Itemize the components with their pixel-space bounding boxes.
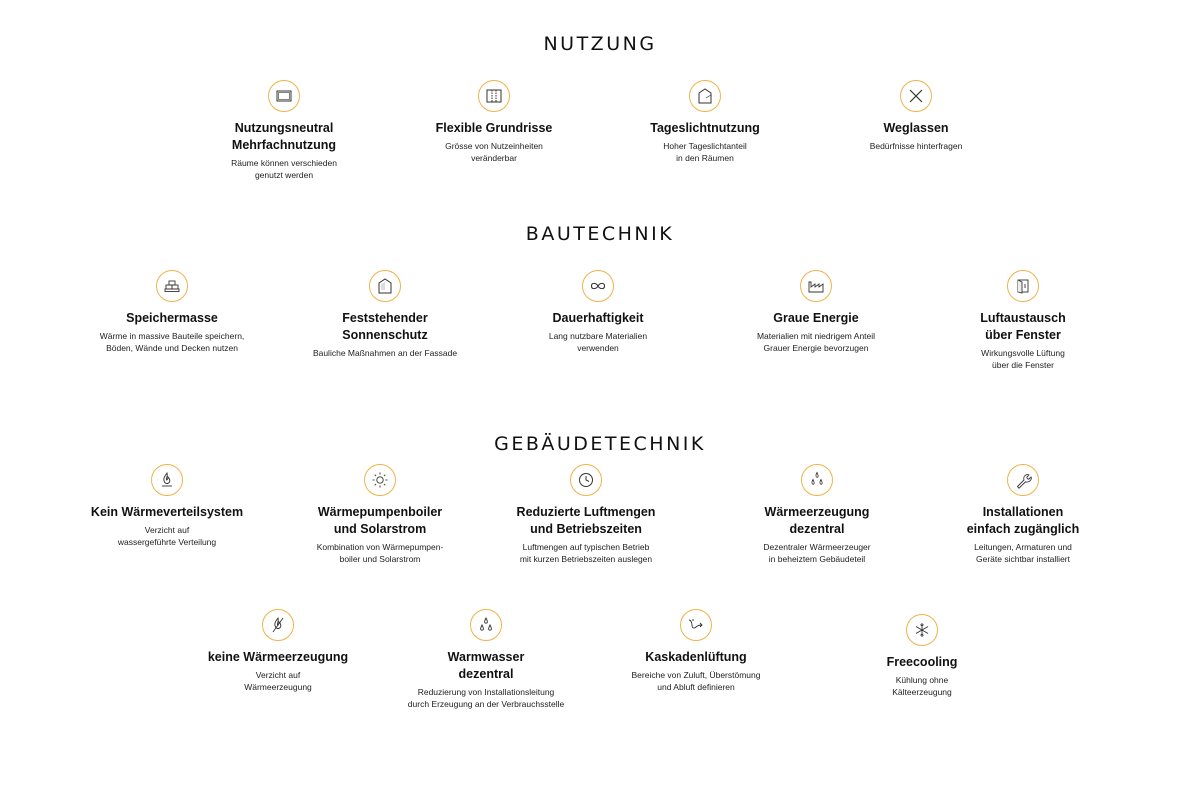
no-flame-icon <box>262 609 294 641</box>
item-title: Graue Energie <box>773 311 859 325</box>
item-kein-waermeverteilsystem <box>77 464 257 548</box>
item-description: Kühlung ohne Kälteerzeugung <box>892 675 952 697</box>
item-description: Grösse von Nutzeinheiten veränderbar <box>445 141 543 163</box>
item-description: Hoher Tageslichtanteil in den Räumen <box>663 141 747 163</box>
item-title: Feststehender Sonnenschutz <box>342 311 428 342</box>
room-icon <box>268 80 300 112</box>
floorplan-icon <box>478 80 510 112</box>
item-tageslichtnutzung <box>615 80 795 164</box>
item-freecooling <box>832 614 1012 698</box>
item-title: Kein Wärmeverteilsystem <box>90 505 244 519</box>
item-title: Wärmeerzeugung dezentral <box>764 505 870 536</box>
item-description: Reduzierung von Installationsleitung durch Erzeugung an der Verbrauchsstelle <box>407 687 565 709</box>
item-title: keine Wärmeerzeugung <box>207 650 349 664</box>
clock-icon <box>570 464 602 496</box>
house-light-icon <box>689 80 721 112</box>
item-description: Wirkungsvolle Lüftung über die Fenster <box>981 348 1065 370</box>
item-graue-energie <box>726 270 906 354</box>
bricks-icon <box>156 270 188 302</box>
item-title: Speichermasse <box>126 311 218 325</box>
item-description: Verzicht auf Wärmeerzeugung <box>244 670 312 692</box>
item-description: Leitungen, Armaturen und Geräte sichtbar installiert <box>974 542 1072 564</box>
item-description: Bereiche von Zuluft, Überstömung und Abluft definieren <box>631 670 761 692</box>
section-heading-gebaeudetechnik: GEBÄUDETECHNIK <box>494 433 706 455</box>
item-waermeerzeugung-dezentral <box>727 464 907 565</box>
item-description: Materialien mit niedrigem Anteil Grauer Energie bevorzugen <box>756 331 876 353</box>
section-heading-bautechnik: BAUTECHNIK <box>525 223 675 245</box>
item-nutzungsneutral <box>194 80 374 181</box>
window-icon <box>1007 270 1039 302</box>
infinity-icon <box>582 270 614 302</box>
house-shade-icon <box>369 270 401 302</box>
item-dauerhaftigkeit <box>508 270 688 354</box>
item-title: Dauerhaftigkeit <box>552 311 644 325</box>
item-description: Dezentraler Wärmeerzeuger in beheiztem Gebäudeteil <box>763 542 871 564</box>
item-weglassen <box>826 80 1006 152</box>
airflow-icon <box>680 609 712 641</box>
item-description: Luftmengen auf typischen Betrieb mit kurzen Betriebszeiten auslegen <box>519 542 653 564</box>
item-title: Luftaustausch über Fenster <box>980 311 1066 342</box>
cross-icon <box>900 80 932 112</box>
item-installationen <box>933 464 1113 565</box>
item-flexible-grundrisse <box>404 80 584 164</box>
item-title: Installationen einfach zugänglich <box>966 505 1080 536</box>
section-heading-nutzung: NUTZUNG <box>543 33 657 55</box>
item-description: Bauliche Maßnahmen an der Fassade <box>312 348 458 358</box>
item-title: Flexible Grundrisse <box>435 121 553 135</box>
item-title: Reduzierte Luftmengen und Betriebszeiten <box>516 505 656 536</box>
item-description: Lang nutzbare Materialien verwenden <box>548 331 648 353</box>
item-description: Räume können verschieden genutzt werden <box>231 158 337 180</box>
item-title: Wärmepumpenboiler und Solarstrom <box>317 505 443 536</box>
item-title: Weglassen <box>883 121 949 135</box>
item-reduzierte-luftmengen <box>496 464 676 565</box>
item-keine-waermeerzeugung <box>188 609 368 693</box>
item-title: Freecooling <box>886 655 958 669</box>
factory-icon <box>800 270 832 302</box>
item-warmwasser-dezentral <box>396 609 576 710</box>
snowflake-icon <box>906 614 938 646</box>
item-speichermasse <box>82 270 262 354</box>
item-kaskadenlueftung <box>606 609 786 693</box>
item-description: Bedürfnisse hinterfragen <box>869 141 963 151</box>
item-luftaustausch <box>933 270 1113 371</box>
drops-icon <box>470 609 502 641</box>
sun-icon <box>364 464 396 496</box>
item-waermepumpenboiler <box>290 464 470 565</box>
item-title: Kaskadenlüftung <box>645 650 747 664</box>
flame-icon <box>151 464 183 496</box>
flames-icon <box>801 464 833 496</box>
wrench-icon <box>1007 464 1039 496</box>
item-description: Kombination von Wärmepumpen- boiler und Solarstrom <box>316 542 444 564</box>
item-description: Verzicht auf wassergeführte Verteilung <box>117 525 217 547</box>
item-title: Warmwasser dezentral <box>447 650 525 681</box>
item-title: Nutzungsneutral Mehrfachnutzung <box>231 121 337 152</box>
item-description: Wärme in massive Bauteile speichern, Böden, Wände und Decken nutzen <box>99 331 245 353</box>
item-sonnenschutz <box>295 270 475 359</box>
item-title: Tageslichtnutzung <box>650 121 760 135</box>
